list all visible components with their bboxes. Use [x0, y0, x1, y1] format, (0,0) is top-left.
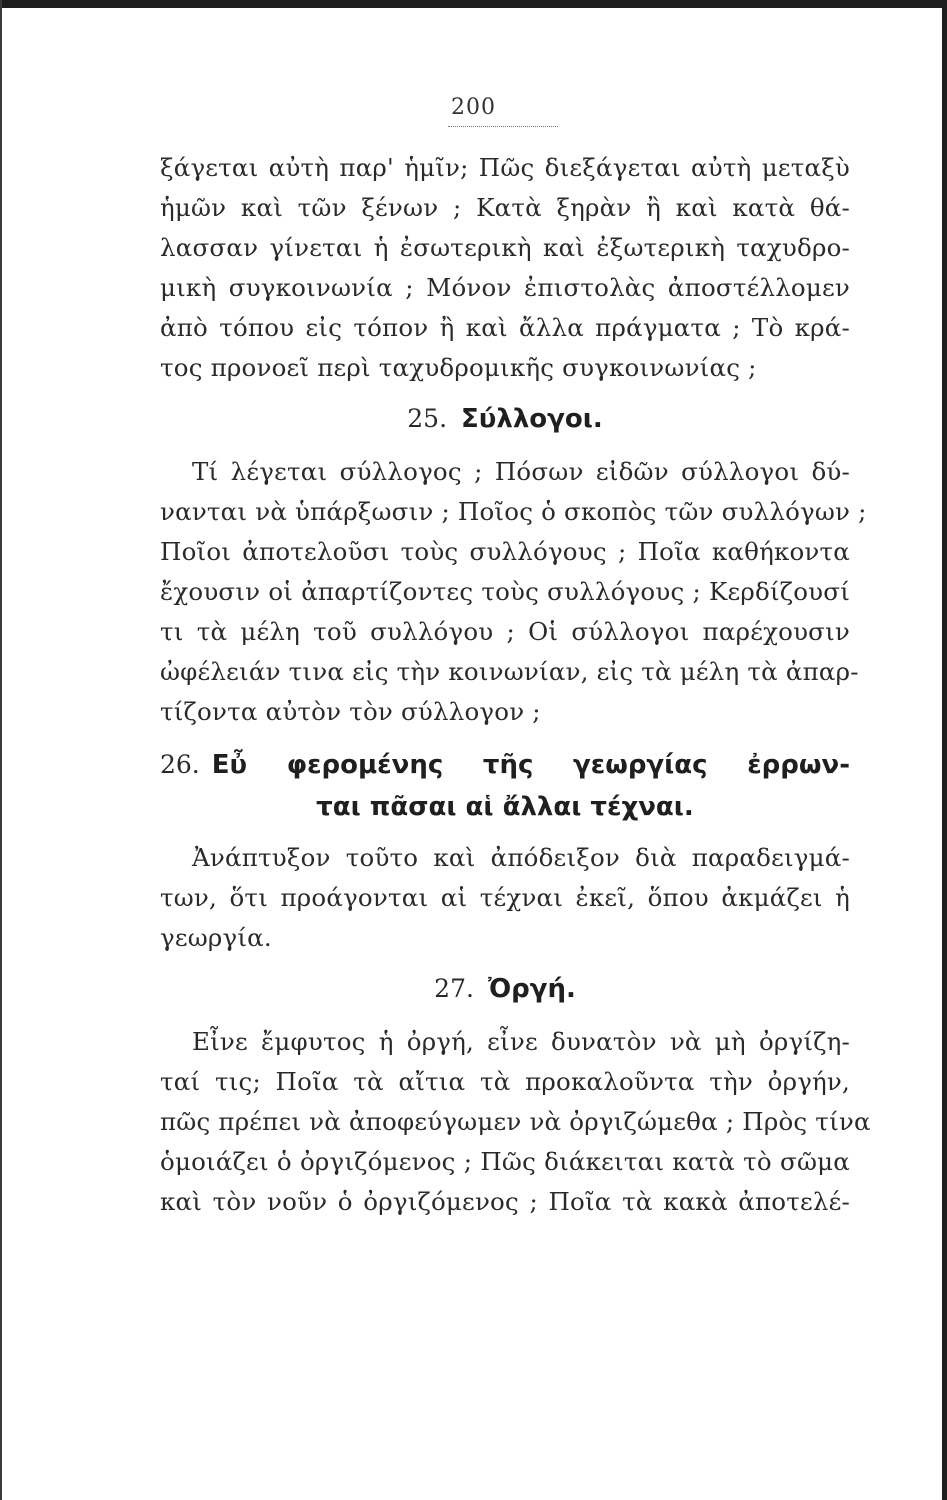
page-edge-right	[942, 0, 947, 1500]
section-title-line-1: Εὖ φερομένης τῆς γεωργίας ἐρρων-	[211, 750, 850, 780]
section-25-heading	[160, 398, 850, 440]
text-line: ἔχουσιν οἱ ἀπαρτίζοντες τοὺς συλλόγους ; Κερδίζουσί	[160, 577, 850, 606]
section-26-paragraph	[160, 838, 850, 958]
text-line: ἀπὸ τόπου εἰς τόπον ἢ καὶ ἄλλα πράγματα ; Τὸ κρά-	[160, 313, 850, 342]
section-title-line-2: ται πᾶσαι αἱ ἄλλαι τέχναι.	[316, 792, 694, 822]
text-line: Ποῖοι ἀποτελοῦσι τοὺς συλλόγους ; Ποῖα καθήκοντα	[160, 537, 850, 566]
text-line: ὁμοιάζει ὁ ὀργιζόμενος ; Πῶς διάκειται κατὰ τὸ σῶμα	[160, 1147, 850, 1176]
section-26-heading	[160, 744, 850, 828]
page-edge-top	[0, 0, 947, 8]
section-27-paragraph	[160, 1022, 871, 1222]
text-line: λασσαν γίνεται ἡ ἐσωτερικὴ καὶ ἐξωτερικὴ ταχυδρο-	[160, 233, 850, 262]
text-line: ξάγεται αὐτὴ παρ' ἡμῖν; Πῶς διεξάγεται αὐτὴ μεταξὺ	[160, 153, 850, 182]
text-line: των, ὅτι προάγονται αἱ τέχναι ἐκεῖ, ὅπου ἀκμάζει ἡ	[160, 883, 850, 912]
text-line: πῶς πρέπει νὰ ἀποφεύγωμεν νὰ ὀργιζώμεθα ; Πρὸς τίνα	[160, 1107, 871, 1136]
intro-paragraph	[160, 148, 850, 388]
section-25-paragraph	[160, 452, 867, 732]
text-line: ὠφέλειάν τινα εἰς τὴν κοινωνίαν, εἰς τὰ μέλη τὰ ἀπαρ-	[160, 657, 859, 686]
page-number-rule	[448, 126, 558, 127]
section-number: 25.	[407, 404, 448, 433]
text-line: καὶ τὸν νοῦν ὁ ὀργιζόμενος ; Ποῖα τὰ κακὰ ἀποτελέ-	[160, 1187, 850, 1216]
section-number: 27.	[434, 974, 474, 1003]
text-line: τος προνοεῖ περὶ ταχυδρομικῆς συγκοινωνίας ;	[160, 353, 757, 382]
page-content	[160, 148, 871, 1222]
text-line: Εἶνε ἔμφυτος ἡ ὀργή, εἶνε δυνατὸν νὰ μὴ ὀργίζη-	[192, 1027, 850, 1056]
section-number: 26.	[160, 750, 200, 779]
text-line: γεωργία.	[160, 923, 272, 952]
section-title: Σύλλογοι.	[461, 404, 603, 434]
section-27-heading	[160, 968, 850, 1010]
section-title: Ὀργή.	[487, 974, 576, 1004]
text-line: ταί τις; Ποῖα τὰ αἴτια τὰ προκαλοῦντα τὴν ὀργήν,	[160, 1067, 850, 1096]
text-line: μικὴ συγκοινωνία ; Μόνον ἐπιστολὰς ἀποστέλλομεν	[160, 273, 850, 302]
text-line: Τί λέγεται σύλλογος ; Πόσων εἰδῶν σύλλογοι δύ-	[192, 457, 850, 486]
text-line: νανται νὰ ὑπάρξωσιν ; Ποῖος ὁ σκοπὸς τῶν συλλόγων ;	[160, 497, 867, 526]
page-edge-left	[0, 0, 2, 1500]
text-line: τίζοντα αὐτὸν τὸν σύλλογον ;	[160, 697, 541, 726]
text-line: τι τὰ μέλη τοῦ συλλόγου ; Οἱ σύλλογοι παρέχουσιν	[160, 617, 850, 646]
page-number: 200	[451, 95, 496, 120]
text-line: Ἀνάπτυξον τοῦτο καὶ ἀπόδειξον διὰ παραδειγμά-	[192, 843, 850, 872]
text-line: ἡμῶν καὶ τῶν ξένων ; Κατὰ ξηρὰν ἢ καὶ κατὰ θά-	[160, 193, 850, 222]
